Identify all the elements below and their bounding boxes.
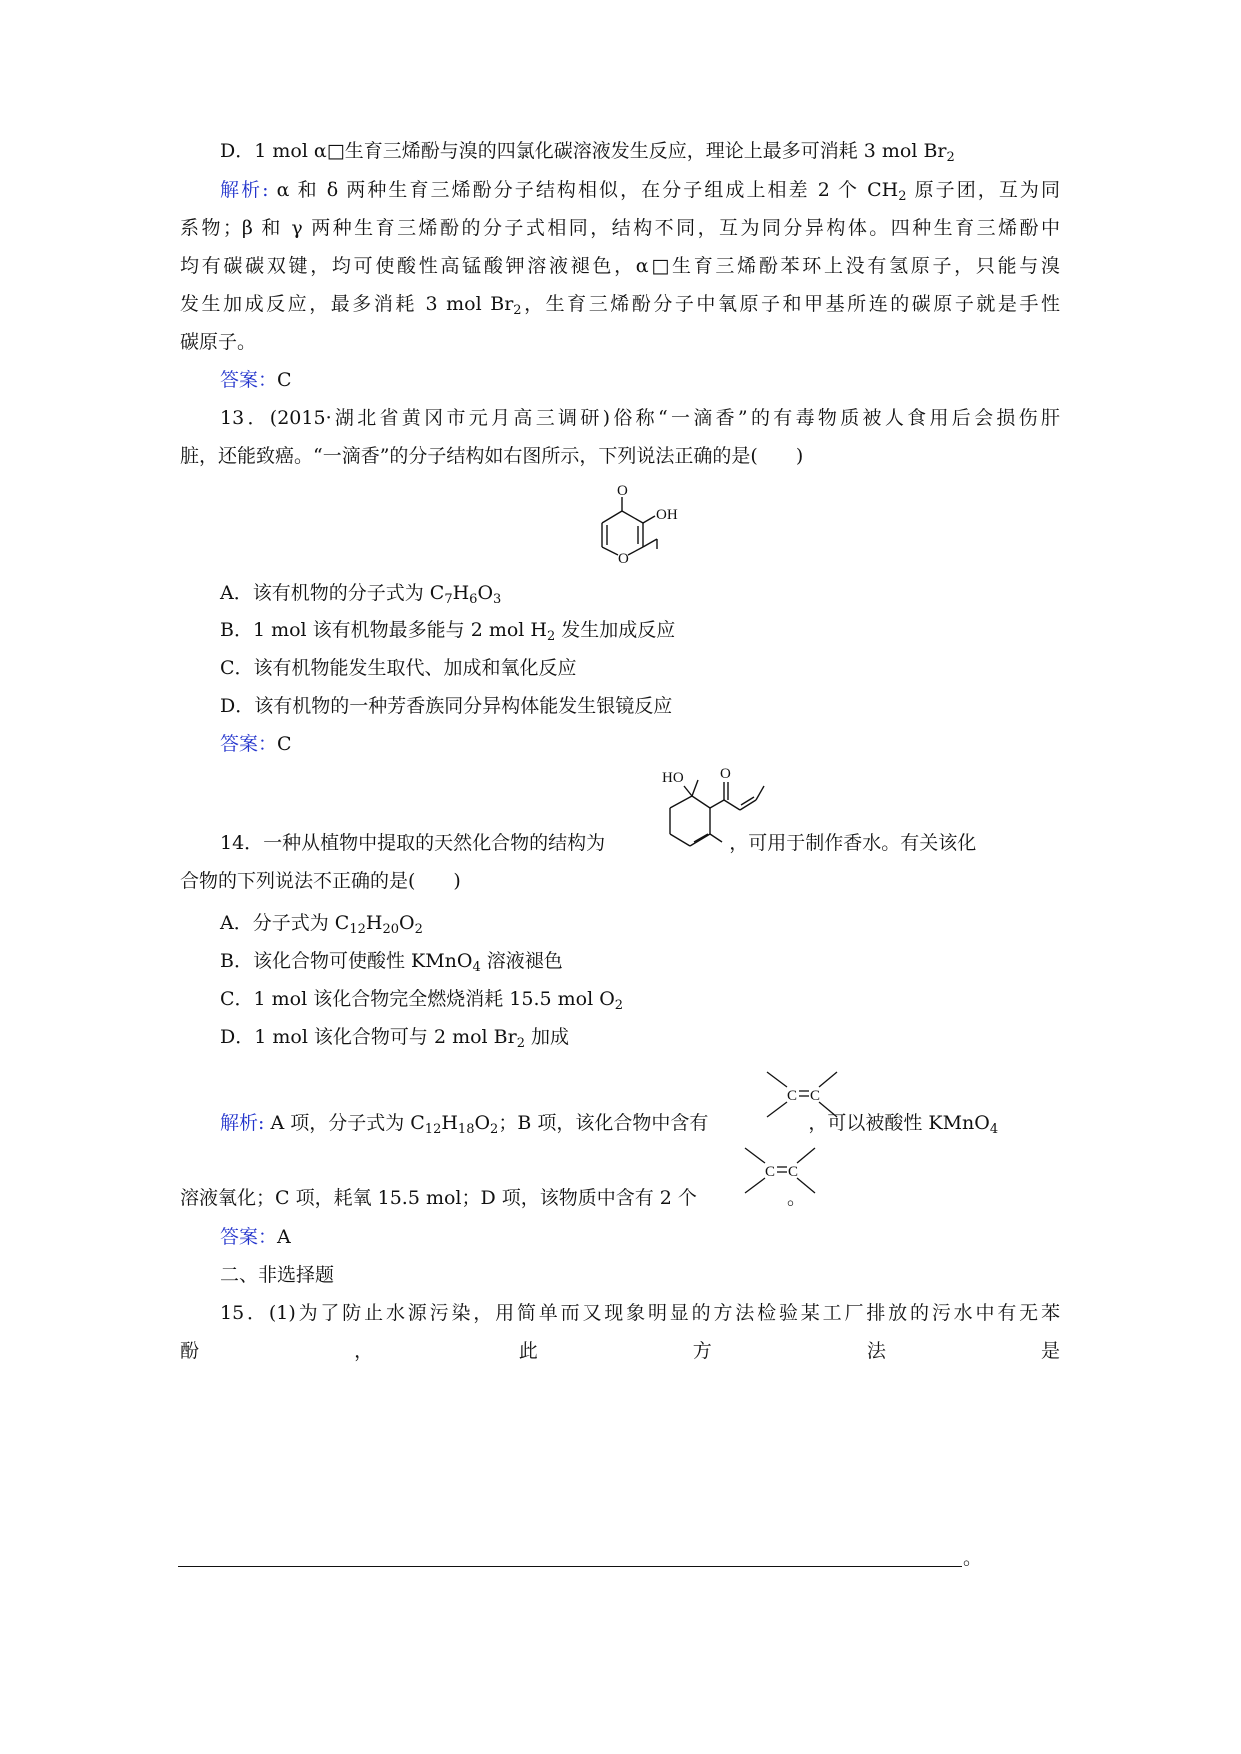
q12-analysis-line-4: 发生加成反应，最多消耗 3 mol $Br_2$，生育三烯酚分子中氧原子和甲基所连的碳原子就是手性 (180, 293, 1060, 318)
q12-analysis-line-3: 均有碳碳双键，均可使酸性高锰酸钾溶液褪色，α□生育三烯酚苯环上没有氢原子，只能与溴 (180, 255, 1060, 277)
q14-stem-line-2: 合物的下列说法不正确的是( ) (180, 870, 461, 892)
answer-label: 答案： (220, 369, 278, 391)
analysis-label: 解析: (220, 1112, 265, 1134)
alkene-c-right: C (810, 1088, 821, 1104)
q13-hydroxyl-oh: OH (656, 507, 678, 523)
section-heading: 二、非选择题 (220, 1264, 335, 1286)
answer-label: 答案： (220, 1226, 278, 1248)
q14-analysis-line-2: 溶液氧化；C 项，耗氧 15.5 mol；D 项，该物质中含有 2 个 。 (180, 1187, 806, 1209)
q12-analysis-line-5: 碳原子。 (180, 331, 257, 353)
q12-answer: 答案：C (220, 369, 292, 391)
q14-answer: 答案：A (220, 1226, 291, 1248)
alkene-c-right: C (788, 1164, 799, 1180)
q13-stem-line-1: 13．(2015·湖北省黄冈市元月高三调研)俗称“一滴香”的有毒物质被人食用后会损伤肝 (220, 407, 1060, 429)
q14-option-c: C．1 mol 该化合物完全燃烧消耗 15.5 mol $O_2$ (220, 988, 624, 1013)
q14-option-b: B．该化合物可使酸性 KMnO$_4$ 溶液褪色 (220, 950, 563, 975)
missing-glyph-icon: □ (648, 255, 673, 277)
alkene-c-left: C (787, 1088, 798, 1104)
q13-option-d: D．该有机物的一种芳香族同分异构体能发生银镜反应 (220, 695, 673, 717)
q15-stem-line-1: 15．(1)为了防止水源污染，用简单而又现象明显的方法检验某工厂排放的污水中有无苯 (220, 1302, 1060, 1324)
q14-option-a: A．分子式为 $C_{12}H_{20}O_2$ (220, 912, 423, 937)
alkene-double-bond-diagram-1 (757, 1062, 857, 1137)
alkene-double-bond-diagram-2 (735, 1138, 835, 1213)
q13-answer: 答案：C (220, 733, 292, 755)
q14-option-d: D．1 mol 该化合物可与 2 mol $Br_2$ 加成 (220, 1026, 570, 1051)
q15-answer-blank[interactable] (178, 1566, 962, 1567)
answer-label: 答案： (220, 733, 278, 755)
analysis-label: 解析: (220, 179, 269, 201)
q14-molecule-structure (652, 760, 782, 875)
q12-option-d: D．1 mol α□生育三烯酚与溴的四氯化碳溶液发生反应，理论上最多可消耗 3 mol $Br_2$ (220, 140, 955, 165)
q13-option-b: B．1 mol 该有机物最多能与 2 mol $H_2$ 发生加成反应 (220, 619, 676, 644)
q15-stem-line-2: 酚 ， 此 方 法 是 (180, 1340, 1060, 1362)
q12-analysis-line-2: 系物；β 和 γ 两种生育三烯酚的分子式相同，结构不同，互为同分异构体。四种生育三烯酚中 (180, 217, 1060, 239)
missing-glyph-icon: □ (326, 140, 345, 162)
q13-molecule-structure (585, 475, 695, 580)
q15-end-mark: 。 (963, 1547, 983, 1569)
q13-stem-line-2: 脏，还能致癌。“一滴香”的分子结构如右图所示，下列说法正确的是( ) (180, 445, 804, 467)
q13-option-a: A．该有机物的分子式为 $C_7H_6O_3$ (220, 582, 502, 607)
q12-analysis-line-1: 解析: α 和 δ 两种生育三烯酚分子结构相似，在分子组成上相差 2 个 $CH_2$ 原子团，互为同 (220, 179, 1060, 204)
q14-analysis-line-1: 解析: A 项，分子式为 $C_{12}H_{18}O_2$；B 项，该化合物中含有 ，可以被酸性 KMnO$_4$ (220, 1112, 999, 1137)
q14-stem-line-1: 14．一种从植物中提取的天然化合物的结构为 ，可用于制作香水。有关该化 (220, 832, 977, 854)
q14-hydroxyl-ho: HO (662, 770, 684, 786)
q13-carbonyl-o: O (617, 483, 628, 499)
alkene-c-left: C (765, 1164, 776, 1180)
q13-option-c: C．该有机物能发生取代、加成和氧化反应 (220, 657, 577, 679)
q13-ring-o: O (618, 551, 629, 567)
q14-carbonyl-o: O (720, 766, 731, 782)
